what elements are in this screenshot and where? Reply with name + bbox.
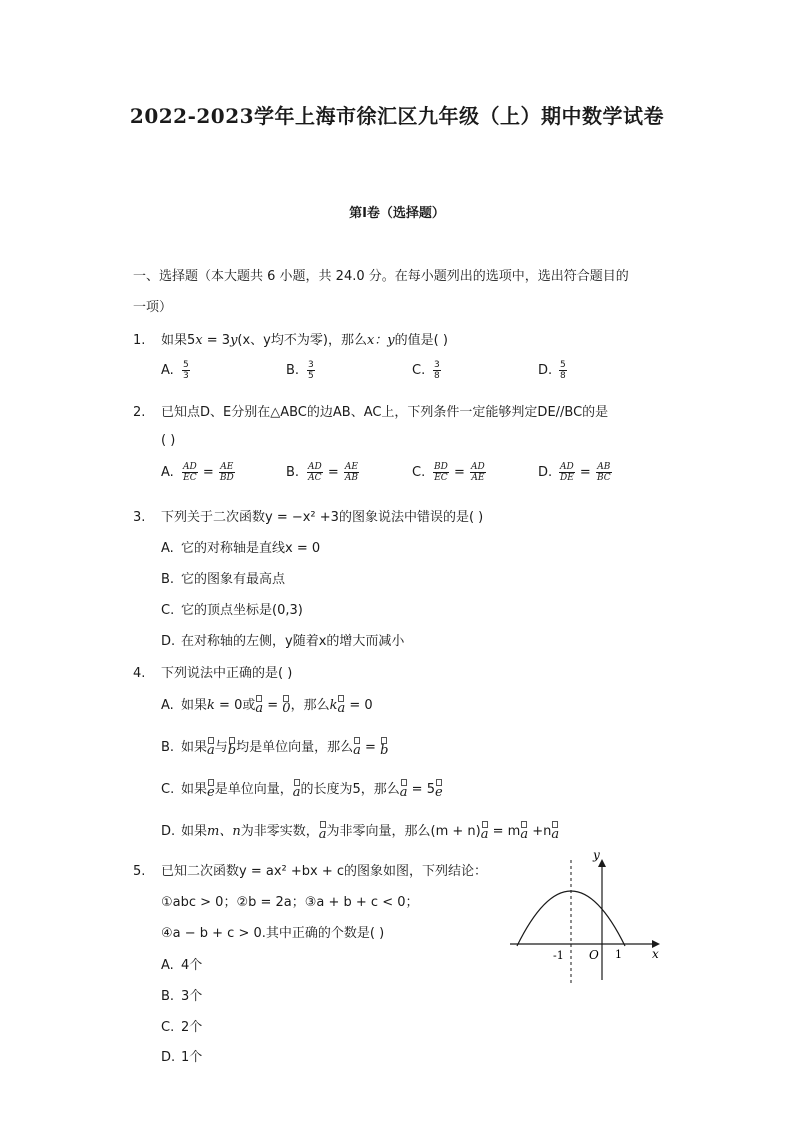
option-label: D. — [161, 824, 176, 839]
numerator: AD — [308, 462, 322, 472]
text: 的长度为5，那么 — [300, 782, 400, 797]
var: m、n — [207, 824, 241, 839]
text: 为非零向量，那么(m + n) — [326, 824, 481, 839]
q3-option-a[interactable] — [161, 537, 320, 556]
fraction — [433, 462, 449, 483]
q1-option-a[interactable] — [161, 360, 191, 381]
text: = 5 — [407, 782, 435, 797]
y-axis-label: y — [593, 850, 600, 862]
numerator: AD — [471, 462, 485, 472]
option-label: C. — [161, 782, 175, 797]
vector-symbol: a — [319, 821, 327, 841]
q4-option-c[interactable] — [161, 778, 443, 799]
vector-symbol: a — [293, 779, 301, 799]
numerator: BD — [434, 462, 448, 472]
text: 如果 — [181, 782, 208, 797]
option-text: 它的对称轴是直线x = 0 — [181, 541, 321, 556]
denominator: BD — [219, 473, 234, 483]
option-label: B. — [286, 465, 300, 480]
option-label: B. — [161, 989, 175, 1004]
numerator: 5 — [560, 360, 566, 370]
vector-symbol: a — [255, 695, 263, 715]
q1-ratio: x：y — [366, 333, 395, 348]
option-text: 1个 — [181, 1050, 203, 1065]
question-number: 3. — [133, 510, 146, 525]
q1-option-c[interactable] — [412, 360, 442, 381]
question-3-stem — [133, 506, 483, 525]
var: k — [207, 698, 215, 713]
q1-text-post: 的值是( ) — [394, 333, 448, 348]
section-instructions-line2: 一项） — [133, 300, 173, 315]
denominator: DE — [560, 473, 574, 483]
text: 如果 — [181, 824, 208, 839]
fraction — [307, 462, 323, 483]
denominator: 8 — [560, 371, 566, 381]
q3-text: 下列关于二次函数y = −x² +3的图象说法中错误的是( ) — [161, 510, 484, 525]
denominator: 3 — [183, 371, 189, 381]
q2-paren: ( ) — [161, 433, 176, 448]
vector-symbol: e — [207, 779, 215, 799]
text: 为非零实数， — [240, 824, 319, 839]
text: 均是单位向量，那么 — [236, 740, 354, 755]
q3-option-c[interactable] — [161, 599, 303, 618]
question-5-stem — [133, 860, 487, 879]
fraction — [182, 462, 198, 483]
denominator: AE — [471, 473, 485, 483]
q1-text: 如果5 — [161, 333, 196, 348]
option-label: A. — [161, 958, 174, 973]
fraction — [433, 360, 441, 381]
tick-label-1: 1 — [615, 948, 622, 961]
fraction — [470, 462, 486, 483]
option-text: 2个 — [181, 1020, 203, 1035]
q2-option-c[interactable]: C. $\frac{BD}{EC}$ = $\frac{AD}{AE}$ — [412, 462, 485, 483]
vector-symbol: a — [337, 695, 345, 715]
numerator: 3 — [308, 360, 314, 370]
numerator: AE — [344, 462, 358, 472]
text: = 0 — [345, 698, 373, 713]
x-axis-label: x — [652, 947, 659, 961]
exam-title: 2022-2023学年上海市徐汇区九年级（上）期中数学试卷 — [129, 104, 665, 128]
option-text: 3个 — [181, 989, 203, 1004]
q4-option-b[interactable] — [161, 736, 388, 757]
text: +n — [528, 824, 552, 839]
fraction — [596, 462, 612, 483]
vector-symbol: b — [228, 737, 236, 757]
numerator: 3 — [434, 360, 440, 370]
text: = 0或 — [214, 698, 256, 713]
parabola-curve — [517, 891, 625, 946]
vector-symbol: a — [353, 737, 361, 757]
vector-symbol: a — [551, 821, 559, 841]
denominator: BC — [596, 473, 611, 483]
denominator: EC — [434, 473, 448, 483]
option-label: A. — [161, 363, 174, 378]
vector-symbol: e — [435, 779, 443, 799]
fraction — [182, 360, 190, 381]
q1-text-mid: (x、y均不为零)，那么 — [237, 333, 367, 348]
text: 如果 — [181, 740, 208, 755]
option-label: C. — [161, 603, 175, 618]
q4-option-a[interactable] — [161, 694, 373, 715]
q5-option-d[interactable] — [161, 1046, 202, 1065]
question-number: 1. — [133, 333, 146, 348]
text: = m — [488, 824, 521, 839]
option-text: 4个 — [181, 958, 203, 973]
numerator: 5 — [183, 360, 189, 370]
vector-symbol: b — [380, 737, 388, 757]
option-label: A. — [161, 698, 174, 713]
denominator: 5 — [308, 371, 314, 381]
option-label: B. — [161, 572, 175, 587]
section-instructions-line1: 一、选择题（本大题共 6 小题，共 24.0 分。在每小题列出的选项中，选出符合题目的 — [133, 269, 629, 284]
q5-option-b[interactable] — [161, 985, 202, 1004]
q1-var-x: x — [195, 333, 203, 348]
option-label: A. — [161, 541, 174, 556]
option-label: C. — [412, 465, 426, 480]
denominator: 8 — [434, 371, 440, 381]
numerator: AD — [183, 462, 197, 472]
question-number: 4. — [133, 666, 146, 681]
option-label: B. — [161, 740, 175, 755]
text: 如果 — [181, 698, 208, 713]
q4-option-d[interactable] — [161, 820, 559, 841]
question-2-stem — [133, 401, 608, 420]
parabola-graph — [505, 850, 665, 985]
question-number: 2. — [133, 405, 146, 420]
text: 是单位向量， — [214, 782, 293, 797]
fraction — [219, 462, 235, 483]
fraction — [559, 462, 575, 483]
question-number: 5. — [133, 864, 146, 879]
vector-symbol: a — [481, 821, 489, 841]
option-label: C. — [412, 363, 426, 378]
q4-text: 下列说法中正确的是( ) — [161, 666, 293, 681]
var: k — [329, 698, 338, 713]
q2-text: 已知点D、E分别在△ABC的边AB、AC上，下列条件一定能够判定DE//BC的是 — [161, 405, 609, 420]
q1-var-y: y — [230, 333, 238, 348]
q5-conclusions-line: ④a − b + c > 0.其中正确的个数是( ) — [161, 926, 385, 941]
vector-symbol: a — [400, 779, 408, 799]
fraction — [344, 462, 359, 483]
option-text: 在对称轴的左侧，y随着x的增大而减小 — [181, 634, 405, 649]
q1-option-d[interactable] — [538, 360, 568, 381]
option-label: D. — [538, 465, 553, 480]
origin-label: O — [589, 948, 599, 962]
fraction — [559, 360, 567, 381]
vector-symbol: a — [520, 821, 528, 841]
q1-text-eq: = 3 — [202, 333, 231, 348]
q1-option-b[interactable] — [286, 360, 316, 381]
denominator: EC — [183, 473, 197, 483]
q5-option-c[interactable] — [161, 1016, 202, 1035]
denominator: AB — [344, 473, 359, 483]
question-1-stem — [133, 329, 448, 348]
vector-symbol: 0 — [282, 695, 290, 715]
vector-symbol: a — [207, 737, 215, 757]
fraction — [307, 360, 315, 381]
option-label: A. — [161, 465, 174, 480]
q5-text: 已知二次函数y = ax² +bx + c的图象如图，下列结论： — [161, 864, 487, 879]
q2-option-b[interactable]: B. $\frac{AD}{AC}$ = $\frac{AE}{AB}$ — [286, 462, 359, 483]
q5-conclusions-line: ①abc > 0；②b = 2a；③a + b + c < 0； — [161, 895, 419, 910]
q2-option-d[interactable]: D. $\frac{AD}{DE}$ = $\frac{AB}{BC}$ — [538, 462, 611, 483]
q3-option-d[interactable] — [161, 630, 404, 649]
option-label: D. — [161, 1050, 176, 1065]
q3-option-b[interactable] — [161, 568, 285, 587]
option-text: 它的图象有最高点 — [181, 572, 286, 587]
numerator: AB — [597, 462, 611, 472]
text: = — [263, 698, 283, 713]
tick-label-neg1: -1 — [553, 949, 564, 962]
option-label: B. — [286, 363, 300, 378]
option-text: 它的顶点坐标是(0,3) — [181, 603, 303, 618]
numerator: AD — [560, 462, 574, 472]
text: 与 — [214, 740, 228, 755]
denominator: AC — [308, 473, 322, 483]
q2-option-a[interactable]: A. $\frac{AD}{EC}$ = $\frac{AE}{BD}$ — [161, 462, 234, 483]
text: ，那么 — [290, 698, 330, 713]
section-subtitle: 第I卷（选择题） — [349, 206, 445, 221]
question-4-stem — [133, 662, 292, 681]
numerator: AE — [220, 462, 234, 472]
option-label: D. — [538, 363, 553, 378]
text: = — [360, 740, 381, 755]
option-label: C. — [161, 1020, 175, 1035]
q5-option-a[interactable] — [161, 954, 202, 973]
option-label: D. — [161, 634, 176, 649]
